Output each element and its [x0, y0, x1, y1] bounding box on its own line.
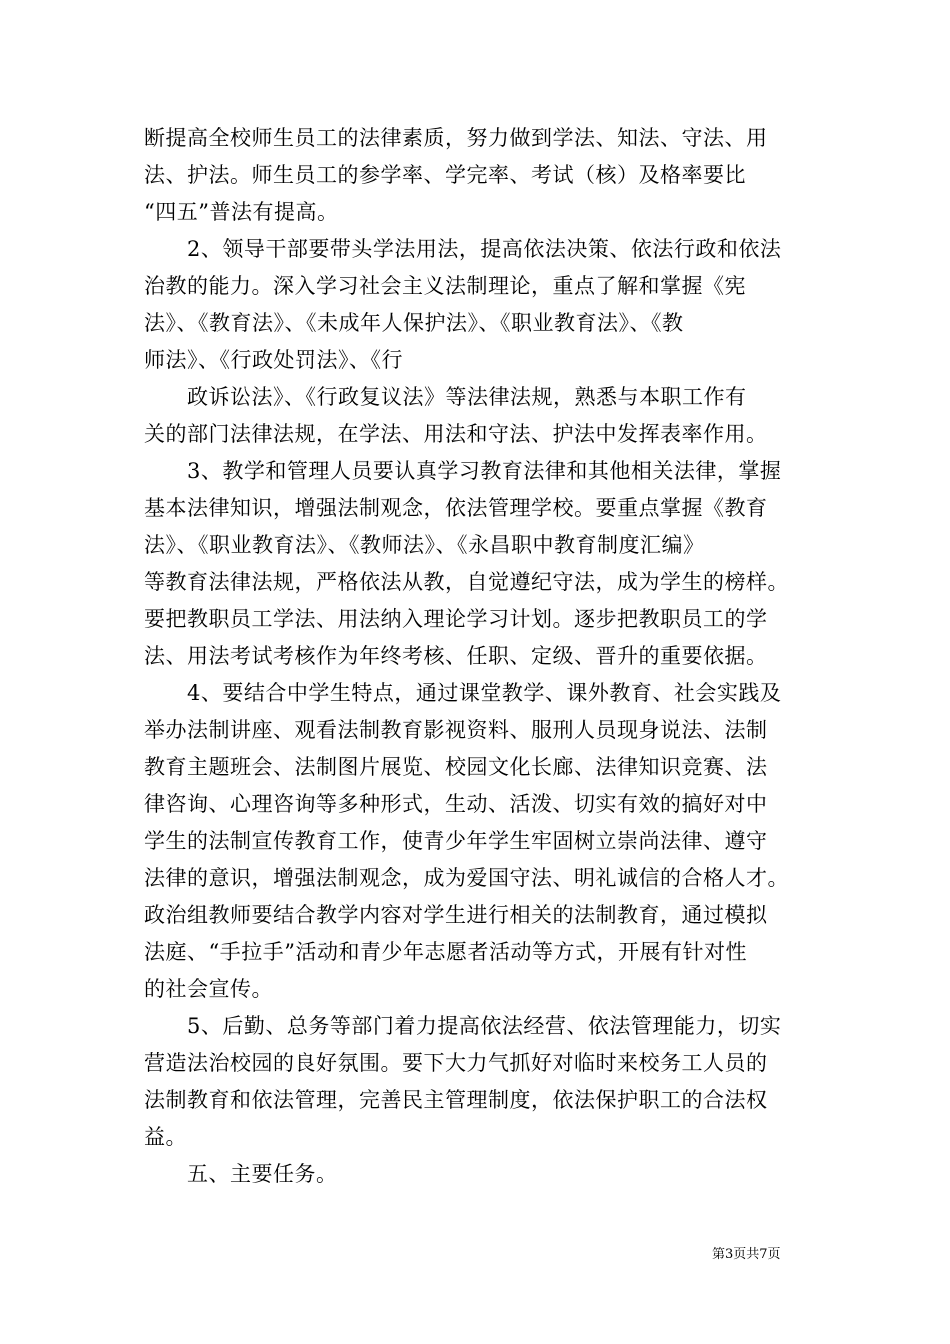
text-line: 5、后勤、总务等部门着力提高依法经营、依法管理能力，切实 [187, 1014, 782, 1038]
text-line: 基本法律知识，增强法制观念，依法管理学校。要重点掌握《教育 [144, 496, 768, 520]
text-line: 法、护法。师生员工的参学率、学完率、考试（核）及格率要比 [144, 163, 746, 187]
text-line: 举办法制讲座、观看法制教育影视资料、服刑人员现身说法、法制 [144, 718, 768, 742]
text-line: “四五”普法有提高。 [144, 200, 339, 224]
text-line: 学生的法制宣传教育工作，使青少年学生牢固树立崇尚法律、遵守 [144, 829, 768, 853]
text-line: 法律的意识，增强法制观念，成为爱国守法、明礼诚信的合格人才。 [144, 866, 789, 890]
section-heading: 五、主要任务。 [187, 1162, 338, 1186]
text-line: 法、用法考试考核作为年终考核、任职、定级、晋升的重要依据。 [144, 644, 768, 668]
text-line: 法庭、“手拉手”活动和青少年志愿者活动等方式，开展有针对性 [144, 940, 747, 964]
text-line: 的社会宣传。 [144, 977, 273, 1001]
text-line: 师法》、《行政处罚法》、《行 [144, 348, 403, 372]
text-line: 法》、《职业教育法》、《教师法》、《永昌职中教育制度汇编》 [144, 533, 705, 557]
text-line: 营造法治校园的良好氛围。要下大力气抓好对临时来校务工人员的 [144, 1051, 768, 1075]
text-line: 等教育法律法规，严格依法从教，自觉遵纪守法，成为学生的榜样。 [144, 570, 789, 594]
text-line: 政治组教师要结合教学内容对学生进行相关的法制教育，通过模拟 [144, 903, 768, 927]
text-line: 律咨询、心理咨询等多种形式，生动、活泼、切实有效的搞好对中 [144, 792, 768, 816]
text-line: 关的部门法律法规，在学法、用法和守法、护法中发挥表率作用。 [144, 422, 768, 446]
text-line: 2、领导干部要带头学法用法，提高依法决策、依法行政和依法 [187, 237, 782, 261]
text-line: 教育主题班会、法制图片展览、校园文化长廊、法律知识竞赛、法 [144, 755, 768, 779]
text-line: 断提高全校师生员工的法律素质，努力做到学法、知法、守法、用 [144, 126, 768, 150]
text-line: 法》、《教育法》、《未成年人保护法》、《职业教育法》、《教 [144, 311, 684, 335]
text-line: 治教的能力。深入学习社会主义法制理论，重点了解和掌握《宪 [144, 274, 746, 298]
text-line: 要把教职员工学法、用法纳入理论学习计划。逐步把教职员工的学 [144, 607, 768, 631]
text-line: 法制教育和依法管理，完善民主管理制度，依法保护职工的合法权 [144, 1088, 768, 1112]
text-line: 4、要结合中学生特点，通过课堂教学、课外教育、社会实践及 [187, 681, 782, 705]
text-line: 3、教学和管理人员要认真学习教育法律和其他相关法律，掌握 [187, 459, 782, 483]
text-line: 益。 [144, 1125, 187, 1149]
page-number: 第3页共7页 [712, 1247, 781, 1262]
text-line: 政诉讼法》、《行政复议法》等法律法规，熟悉与本职工作有 [187, 385, 747, 409]
